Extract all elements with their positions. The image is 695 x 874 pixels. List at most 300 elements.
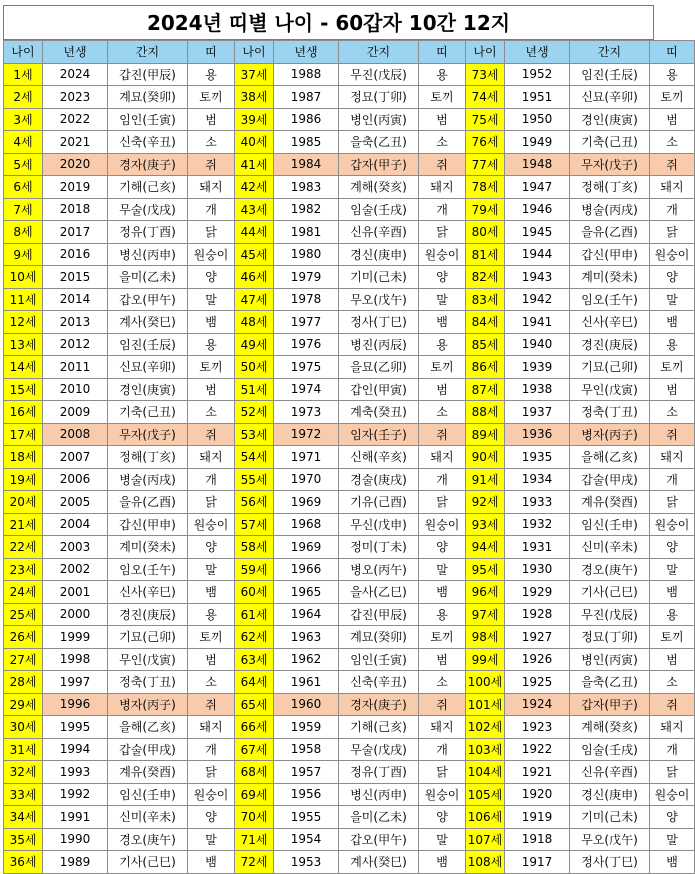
zodiac-cell: 용 [188,63,235,86]
age-cell: 18세 [4,446,43,469]
ganji-cell: 정해(丁亥) [570,176,650,199]
ganji-cell: 임오(壬午) [108,558,188,581]
age-cell: 106세 [466,806,505,829]
ganji-cell: 신유(辛酉) [339,221,419,244]
age-cell: 90세 [466,446,505,469]
zodiac-cell: 범 [650,108,695,131]
age-cell: 59세 [235,558,274,581]
birth-year-cell: 1952 [505,63,570,86]
table-row [4,513,695,536]
age-cell: 31세 [4,738,43,761]
ganji-cell: 정축(丁丑) [108,671,188,694]
age-cell: 91세 [466,468,505,491]
ganji-cell: 무신(戊申) [339,513,419,536]
ganji-cell: 신사(辛巳) [570,311,650,334]
age-cell: 99세 [466,648,505,671]
ganji-cell: 기묘(己卯) [570,356,650,379]
birth-year-cell: 1925 [505,671,570,694]
zodiac-cell: 닭 [419,491,466,514]
ganji-cell: 경인(庚寅) [570,108,650,131]
table-row [4,806,695,829]
age-cell: 76세 [466,131,505,154]
ganji-cell: 정묘(丁卯) [339,86,419,109]
ganji-cell: 무인(戊寅) [108,648,188,671]
birth-year-cell: 1949 [505,131,570,154]
age-cell: 56세 [235,491,274,514]
zodiac-cell: 닭 [419,761,466,784]
ganji-cell: 병인(丙寅) [570,648,650,671]
birth-year-cell: 1996 [43,693,108,716]
header-ganji-2: 간지 [339,41,419,64]
ganji-cell: 병신(丙申) [339,783,419,806]
birth-year-cell: 1932 [505,513,570,536]
birth-year-cell: 2017 [43,221,108,244]
ganji-cell: 기사(己巳) [108,851,188,874]
age-cell: 72세 [235,851,274,874]
zodiac-cell: 토끼 [188,86,235,109]
table-row [4,311,695,334]
ganji-cell: 갑자(甲子) [339,153,419,176]
birth-year-cell: 2019 [43,176,108,199]
ganji-cell: 무오(戊午) [570,828,650,851]
age-cell: 11세 [4,288,43,311]
birth-year-cell: 1943 [505,266,570,289]
zodiac-age-sheet [3,5,690,874]
zodiac-cell: 양 [650,266,695,289]
table-row [4,828,695,851]
birth-year-cell: 1956 [274,783,339,806]
zodiac-cell: 말 [188,828,235,851]
birth-year-cell: 1999 [43,626,108,649]
age-cell: 36세 [4,851,43,874]
zodiac-cell: 뱀 [419,311,466,334]
zodiac-cell: 토끼 [650,626,695,649]
ganji-cell: 갑신(甲申) [108,513,188,536]
age-cell: 19세 [4,468,43,491]
birth-year-cell: 1938 [505,378,570,401]
age-cell: 93세 [466,513,505,536]
zodiac-cell: 용 [650,333,695,356]
table-row [4,626,695,649]
zodiac-cell: 돼지 [419,716,466,739]
age-cell: 94세 [466,536,505,559]
age-cell: 74세 [466,86,505,109]
ganji-cell: 정사(丁巳) [339,311,419,334]
zodiac-cell: 뱀 [650,581,695,604]
age-cell: 15세 [4,378,43,401]
age-cell: 71세 [235,828,274,851]
zodiac-cell: 쥐 [419,153,466,176]
age-cell: 58세 [235,536,274,559]
ganji-cell: 경진(庚辰) [108,603,188,626]
zodiac-age-table [3,40,695,874]
birth-year-cell: 1991 [43,806,108,829]
header-birth-year-2: 년생 [274,41,339,64]
birth-year-cell: 1919 [505,806,570,829]
birth-year-cell: 1964 [274,603,339,626]
table-row [4,491,695,514]
ganji-cell: 기해(己亥) [108,176,188,199]
birth-year-cell: 1917 [505,851,570,874]
age-cell: 52세 [235,401,274,424]
age-cell: 44세 [235,221,274,244]
ganji-cell: 병술(丙戌) [108,468,188,491]
ganji-cell: 병인(丙寅) [339,108,419,131]
ganji-cell: 임진(壬辰) [108,333,188,356]
table-row [4,851,695,874]
age-cell: 82세 [466,266,505,289]
zodiac-cell: 개 [419,198,466,221]
zodiac-cell: 쥐 [650,423,695,446]
ganji-cell: 경진(庚辰) [570,333,650,356]
zodiac-cell: 말 [650,288,695,311]
ganji-cell: 을미(乙未) [339,806,419,829]
zodiac-cell: 토끼 [650,86,695,109]
birth-year-cell: 2013 [43,311,108,334]
age-cell: 88세 [466,401,505,424]
zodiac-cell: 돼지 [650,716,695,739]
ganji-cell: 정축(丁丑) [570,401,650,424]
zodiac-cell: 토끼 [419,356,466,379]
zodiac-cell: 범 [188,378,235,401]
birth-year-cell: 1987 [274,86,339,109]
age-cell: 92세 [466,491,505,514]
ganji-cell: 병자(丙子) [108,693,188,716]
age-cell: 12세 [4,311,43,334]
zodiac-cell: 돼지 [419,446,466,469]
age-cell: 24세 [4,581,43,604]
age-cell: 60세 [235,581,274,604]
zodiac-cell: 뱀 [188,311,235,334]
ganji-cell: 경오(庚午) [570,558,650,581]
birth-year-cell: 1951 [505,86,570,109]
zodiac-cell: 뱀 [650,311,695,334]
birth-year-cell: 2003 [43,536,108,559]
zodiac-cell: 원숭이 [188,513,235,536]
age-cell: 9세 [4,243,43,266]
birth-year-cell: 2018 [43,198,108,221]
ganji-cell: 갑오(甲午) [339,828,419,851]
zodiac-cell: 양 [650,806,695,829]
zodiac-cell: 원숭이 [188,783,235,806]
birth-year-cell: 1980 [274,243,339,266]
age-cell: 3세 [4,108,43,131]
zodiac-cell: 소 [419,401,466,424]
zodiac-cell: 소 [650,131,695,154]
table-row [4,581,695,604]
birth-year-cell: 1934 [505,468,570,491]
table-row [4,716,695,739]
birth-year-cell: 1971 [274,446,339,469]
table-row [4,536,695,559]
age-cell: 48세 [235,311,274,334]
zodiac-cell: 원숭이 [650,243,695,266]
birth-year-cell: 1992 [43,783,108,806]
age-cell: 55세 [235,468,274,491]
birth-year-cell: 1973 [274,401,339,424]
age-cell: 28세 [4,671,43,694]
age-cell: 103세 [466,738,505,761]
zodiac-cell: 쥐 [188,153,235,176]
birth-year-cell: 1955 [274,806,339,829]
birth-year-cell: 1962 [274,648,339,671]
birth-year-cell: 2000 [43,603,108,626]
age-cell: 23세 [4,558,43,581]
zodiac-cell: 양 [419,806,466,829]
birth-year-cell: 1968 [274,513,339,536]
birth-year-cell: 1977 [274,311,339,334]
table-row [4,648,695,671]
zodiac-cell: 용 [650,63,695,86]
age-cell: 20세 [4,491,43,514]
birth-year-cell: 2023 [43,86,108,109]
birth-year-cell: 1986 [274,108,339,131]
age-cell: 65세 [235,693,274,716]
zodiac-cell: 원숭이 [419,513,466,536]
ganji-cell: 무자(戊子) [108,423,188,446]
table-row [4,63,695,86]
birth-year-cell: 2024 [43,63,108,86]
age-cell: 98세 [466,626,505,649]
age-cell: 53세 [235,423,274,446]
zodiac-cell: 닭 [188,491,235,514]
age-cell: 95세 [466,558,505,581]
birth-year-cell: 1929 [505,581,570,604]
zodiac-cell: 양 [188,536,235,559]
birth-year-cell: 1923 [505,716,570,739]
age-cell: 73세 [466,63,505,86]
zodiac-cell: 원숭이 [419,243,466,266]
ganji-cell: 정유(丁酉) [339,761,419,784]
birth-year-cell: 1974 [274,378,339,401]
zodiac-cell: 쥐 [419,693,466,716]
table-row [4,423,695,446]
zodiac-cell: 말 [419,828,466,851]
ganji-cell: 갑술(甲戌) [570,468,650,491]
birth-year-cell: 2011 [43,356,108,379]
age-cell: 7세 [4,198,43,221]
zodiac-cell: 돼지 [188,176,235,199]
zodiac-cell: 용 [188,333,235,356]
birth-year-cell: 1959 [274,716,339,739]
birth-year-cell: 1998 [43,648,108,671]
age-cell: 89세 [466,423,505,446]
birth-year-cell: 1941 [505,311,570,334]
zodiac-cell: 범 [419,648,466,671]
zodiac-cell: 소 [188,671,235,694]
zodiac-cell: 쥐 [650,153,695,176]
ganji-cell: 경신(庚申) [339,243,419,266]
birth-year-cell: 1979 [274,266,339,289]
zodiac-cell: 뱀 [419,851,466,874]
age-cell: 61세 [235,603,274,626]
birth-year-cell: 2001 [43,581,108,604]
age-cell: 38세 [235,86,274,109]
birth-year-cell: 1965 [274,581,339,604]
ganji-cell: 신유(辛酉) [570,761,650,784]
ganji-cell: 을해(乙亥) [108,716,188,739]
age-cell: 45세 [235,243,274,266]
birth-year-cell: 1953 [274,851,339,874]
birth-year-cell: 2006 [43,468,108,491]
ganji-cell: 기사(己巳) [570,581,650,604]
ganji-cell: 병신(丙申) [108,243,188,266]
ganji-cell: 계사(癸巳) [339,851,419,874]
table-row [4,738,695,761]
ganji-cell: 계축(癸丑) [339,401,419,424]
ganji-cell: 기묘(己卯) [108,626,188,649]
zodiac-cell: 개 [650,468,695,491]
ganji-cell: 계묘(癸卯) [108,86,188,109]
birth-year-cell: 2015 [43,266,108,289]
birth-year-cell: 1988 [274,63,339,86]
ganji-cell: 신해(辛亥) [339,446,419,469]
birth-year-cell: 1957 [274,761,339,784]
table-row [4,108,695,131]
ganji-cell: 갑인(甲寅) [339,378,419,401]
age-cell: 32세 [4,761,43,784]
zodiac-cell: 닭 [650,491,695,514]
zodiac-cell: 돼지 [188,446,235,469]
zodiac-cell: 돼지 [419,176,466,199]
ganji-cell: 병자(丙子) [570,423,650,446]
zodiac-cell: 뱀 [650,851,695,874]
zodiac-cell: 개 [419,468,466,491]
birth-year-cell: 1984 [274,153,339,176]
birth-year-cell: 1990 [43,828,108,851]
zodiac-cell: 뱀 [419,581,466,604]
age-cell: 50세 [235,356,274,379]
header-age-1: 나이 [4,41,43,64]
age-cell: 14세 [4,356,43,379]
zodiac-cell: 소 [419,131,466,154]
birth-year-cell: 2005 [43,491,108,514]
birth-year-cell: 2002 [43,558,108,581]
age-cell: 21세 [4,513,43,536]
ganji-cell: 기해(己亥) [339,716,419,739]
zodiac-cell: 뱀 [188,851,235,874]
header-birth-year-3: 년생 [505,41,570,64]
ganji-cell: 신미(辛未) [570,536,650,559]
header-zodiac-3: 띠 [650,41,695,64]
zodiac-cell: 쥐 [650,693,695,716]
zodiac-cell: 용 [188,603,235,626]
zodiac-cell: 범 [419,378,466,401]
age-cell: 49세 [235,333,274,356]
birth-year-cell: 1926 [505,648,570,671]
birth-year-cell: 1954 [274,828,339,851]
birth-year-cell: 1939 [505,356,570,379]
age-cell: 104세 [466,761,505,784]
header-row [4,41,695,64]
age-cell: 5세 [4,153,43,176]
table-row [4,198,695,221]
ganji-cell: 기미(己未) [339,266,419,289]
zodiac-cell: 범 [419,108,466,131]
ganji-cell: 정유(丁酉) [108,221,188,244]
ganji-cell: 병진(丙辰) [339,333,419,356]
ganji-cell: 무자(戊子) [570,153,650,176]
birth-year-cell: 1928 [505,603,570,626]
age-cell: 47세 [235,288,274,311]
zodiac-cell: 원숭이 [419,783,466,806]
zodiac-cell: 용 [650,603,695,626]
ganji-cell: 경오(庚午) [108,828,188,851]
birth-year-cell: 1994 [43,738,108,761]
birth-year-cell: 1985 [274,131,339,154]
ganji-cell: 무오(戊午) [339,288,419,311]
zodiac-cell: 양 [188,806,235,829]
ganji-cell: 무진(戊辰) [570,603,650,626]
zodiac-cell: 돼지 [650,446,695,469]
age-cell: 100세 [466,671,505,694]
zodiac-cell: 말 [650,558,695,581]
zodiac-cell: 돼지 [650,176,695,199]
birth-year-cell: 1960 [274,693,339,716]
ganji-cell: 무술(戊戌) [339,738,419,761]
ganji-cell: 기유(己酉) [339,491,419,514]
ganji-cell: 임오(壬午) [570,288,650,311]
age-cell: 75세 [466,108,505,131]
ganji-cell: 경술(庚戌) [339,468,419,491]
header-ganji-1: 간지 [108,41,188,64]
table-row [4,378,695,401]
birth-year-cell: 1922 [505,738,570,761]
zodiac-cell: 개 [650,198,695,221]
birth-year-cell: 1935 [505,446,570,469]
age-cell: 78세 [466,176,505,199]
ganji-cell: 임술(壬戌) [339,198,419,221]
ganji-cell: 경신(庚申) [570,783,650,806]
birth-year-cell: 2004 [43,513,108,536]
age-cell: 22세 [4,536,43,559]
age-cell: 27세 [4,648,43,671]
table-row [4,401,695,424]
birth-year-cell: 1966 [274,558,339,581]
birth-year-cell: 1947 [505,176,570,199]
ganji-cell: 경자(庚子) [108,153,188,176]
ganji-cell: 정사(丁巳) [570,851,650,874]
ganji-cell: 임인(壬寅) [108,108,188,131]
ganji-cell: 을미(乙未) [108,266,188,289]
ganji-cell: 을축(乙丑) [339,131,419,154]
birth-year-cell: 1995 [43,716,108,739]
age-cell: 10세 [4,266,43,289]
ganji-cell: 정미(丁未) [339,536,419,559]
birth-year-cell: 1940 [505,333,570,356]
zodiac-cell: 용 [419,63,466,86]
ganji-cell: 기축(己丑) [570,131,650,154]
age-cell: 30세 [4,716,43,739]
birth-year-cell: 1989 [43,851,108,874]
age-cell: 105세 [466,783,505,806]
age-cell: 96세 [466,581,505,604]
birth-year-cell: 1948 [505,153,570,176]
ganji-cell: 갑술(甲戌) [108,738,188,761]
age-cell: 66세 [235,716,274,739]
age-cell: 67세 [235,738,274,761]
age-cell: 16세 [4,401,43,424]
birth-year-cell: 2010 [43,378,108,401]
age-cell: 101세 [466,693,505,716]
zodiac-cell: 양 [188,266,235,289]
table-row [4,693,695,716]
header-birth-year-1: 년생 [43,41,108,64]
age-cell: 1세 [4,63,43,86]
zodiac-cell: 양 [650,536,695,559]
ganji-cell: 경인(庚寅) [108,378,188,401]
header-ganji-3: 간지 [570,41,650,64]
